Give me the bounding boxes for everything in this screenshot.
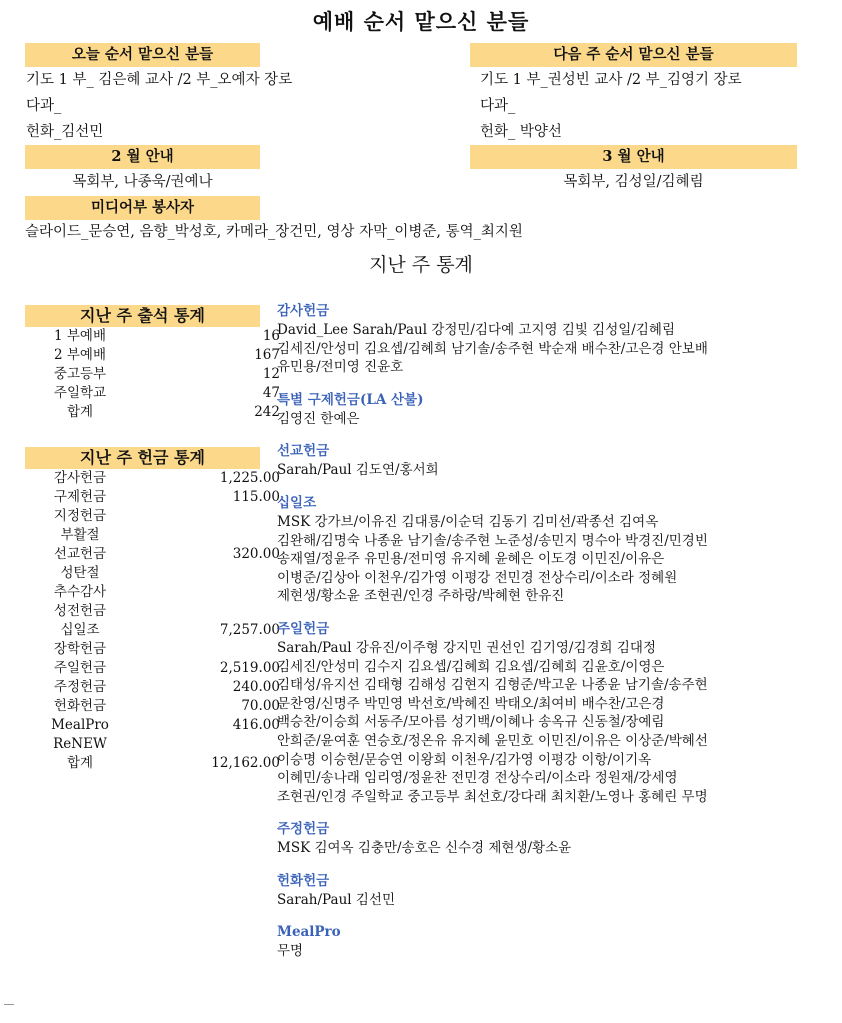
- offering-row: [20, 716, 280, 735]
- attendance-row: [20, 403, 280, 422]
- offering-value: [140, 640, 280, 659]
- offering-label: ReNEW: [53, 736, 107, 752]
- feb-notice-header: 2 월 안내: [25, 145, 260, 169]
- offering-label: 부활절: [60, 527, 100, 543]
- offering-label: 십일조: [60, 622, 100, 638]
- offering-row: [20, 583, 280, 602]
- attendance-label: 2 부예배: [53, 347, 106, 363]
- donor-section: [277, 872, 837, 910]
- donor-names-line: MSK 김여옥 김충만/송호은 신수경 제현생/황소윤: [277, 840, 572, 857]
- donor-names-line: Sarah/Paul 김선민: [277, 891, 395, 908]
- donor-names-line: 제현생/황소윤 조현권/인경 주하랑/박혜현 한유진: [277, 588, 565, 605]
- attendance-value: 242: [254, 404, 280, 420]
- feb-notice-text: 목회부, 나종욱/권예나: [72, 174, 213, 190]
- donor-names-line: MSK 강가브/이유진 김대룡/이순덕 김동기 김미선/곽종선 김여옥: [277, 513, 659, 530]
- offering-row: [20, 469, 280, 488]
- attendance-label: 주일학교: [53, 385, 107, 401]
- offering-row: [20, 659, 280, 678]
- offering-value: 240.00: [232, 679, 280, 695]
- offering-row: [20, 545, 280, 564]
- donor-names-line: 무명: [277, 943, 304, 960]
- offering-label: 헌화헌금: [53, 698, 107, 714]
- offering-label: 감사헌금: [53, 470, 107, 486]
- media-volunteers-text: 슬라이드_문승연, 음향_박성호, 카메라_장건민, 영상 자막_이병준, 통역_최지원: [25, 224, 523, 240]
- next-week-line-refreshments: 다과_: [480, 98, 516, 114]
- donor-names-line: 이혜민/송나래 임리영/정윤찬 전민경 전상수리/이소라 정원재/강세영: [277, 770, 678, 787]
- offering-value: 12,162.00: [211, 755, 280, 771]
- today-line-prayer: 기도 1 부_ 김은혜 교사 /2 부_오예자 장로: [26, 72, 293, 88]
- donor-names-line: 조현권/인경 주일학교 중고등부 최선호/강다래 최치환/노영나 홍혜린 무명: [277, 788, 708, 805]
- attendance-label: 합계: [66, 404, 94, 420]
- donor-names-line: David_Lee Sarah/Paul 강정민/김다예 고지영 김빛 김성일/김혜림: [277, 322, 675, 338]
- today-line-refreshments: 다과_: [26, 98, 62, 114]
- offering-value: 1,225.00: [219, 470, 280, 486]
- offering-row: [20, 754, 280, 773]
- attendance-row: [20, 327, 280, 346]
- donor-section-title: 헌화헌금: [277, 872, 330, 889]
- donor-section-title: MealPro: [277, 924, 341, 941]
- offering-stats-header: 지난 주 헌금 통계: [25, 447, 260, 469]
- offering-row: [20, 564, 280, 583]
- attendance-label: 1 부예배: [53, 328, 106, 344]
- donor-section-title: 주정헌금: [277, 821, 330, 838]
- page-title: 예배 순서 맡으신 분들: [312, 9, 530, 34]
- donor-section-title: 주일헌금: [277, 620, 330, 637]
- offering-row: [20, 640, 280, 659]
- offering-value: 416.00: [232, 717, 280, 733]
- media-volunteers-header: 미디어부 봉사자: [25, 196, 260, 220]
- offering-value: [140, 526, 280, 545]
- offering-value: [140, 564, 280, 583]
- offering-row: [20, 697, 280, 716]
- offering-value: 2,519.00: [219, 660, 280, 676]
- donor-names-line: 송재열/정윤주 유민용/전미영 유지혜 윤혜은 이도경 이민진/이유은: [277, 551, 665, 568]
- attendance-row: [20, 384, 280, 403]
- next-week-line-flowers: 헌화_ 박양선: [480, 124, 562, 140]
- offering-value: 70.00: [241, 698, 280, 714]
- attendance-value: 12: [262, 366, 280, 382]
- next-week-line-prayer: 기도 1 부_권성빈 교사 /2 부_김영기 장로: [480, 72, 742, 88]
- offering-stats-table: [20, 469, 280, 773]
- donor-section: [277, 391, 837, 429]
- donor-section: [277, 302, 837, 377]
- donor-names-line: 안희준/윤여훈 연승호/정온유 유지혜 윤민호 이민진/이유은 이상준/박혜선: [277, 732, 708, 749]
- donor-names-line: 김세진/안성미 김수지 김요셉/김혜희 김요셉/김혜희 김윤호/이영은: [277, 658, 665, 675]
- donor-section-title: 십일조: [277, 494, 317, 511]
- attendance-value: 16: [262, 328, 280, 344]
- offering-value: [140, 735, 280, 754]
- offering-label: 합계: [66, 755, 94, 771]
- today-line-flowers: 헌화_김선민: [26, 124, 104, 140]
- offering-value: [140, 507, 280, 526]
- offering-row: [20, 735, 280, 754]
- offering-value: 320.00: [232, 546, 280, 562]
- offering-label: 지정헌금: [53, 508, 107, 524]
- offering-label: 구제헌금: [53, 489, 107, 505]
- donor-names-line: Sarah/Paul 김도연/홍서희: [277, 462, 439, 479]
- attendance-label: 중고등부: [53, 366, 107, 382]
- today-servers-header: 오늘 순서 맡으신 분들: [25, 43, 260, 67]
- mar-notice-header: 3 월 안내: [470, 145, 797, 169]
- next-week-servers-header: 다음 주 순서 맡으신 분들: [470, 43, 797, 67]
- donor-names-line: 문찬영/신명주 박민영 박선호/박혜진 박태오/최여비 배수찬/고은경: [277, 695, 665, 712]
- donor-names-line: 이병준/김상아 이천우/김가영 이평강 전민경 전상수리/이소라 정혜원: [277, 569, 678, 586]
- offering-label: 성탄절: [60, 565, 100, 581]
- offering-row: [20, 602, 280, 621]
- offering-label: 선교헌금: [53, 546, 107, 562]
- donor-section: [277, 620, 837, 806]
- last-week-stats-title: 지난 주 통계: [369, 254, 473, 276]
- donor-names-line: 김세진/안성미 김요셉/김혜희 남기솔/송주현 박순재 배수찬/고은경 안보배: [277, 340, 708, 357]
- attendance-stats-table: [20, 327, 280, 422]
- offering-label: 장학헌금: [53, 641, 107, 657]
- attendance-value: 47: [262, 385, 280, 401]
- offering-row: [20, 526, 280, 545]
- donor-section: [277, 494, 837, 606]
- offering-row: [20, 678, 280, 697]
- attendance-value: 167: [254, 347, 280, 363]
- attendance-row: [20, 365, 280, 384]
- donor-section: [277, 923, 837, 961]
- donor-lists: [277, 302, 837, 975]
- offering-label: 주일헌금: [53, 660, 107, 676]
- donor-section-title: 감사헌금: [277, 303, 330, 319]
- donor-names-line: Sarah/Paul 강유진/이주형 강지민 권선인 김기영/김경희 김대정: [277, 639, 656, 656]
- offering-label: 추수감사: [53, 584, 107, 600]
- donor-names-line: 이승명 이승현/문승연 이왕희 이천우/김가영 이평강 이항/이기옥: [277, 751, 652, 768]
- offering-label: 주정헌금: [53, 679, 107, 695]
- offering-row: [20, 621, 280, 640]
- offering-row: [20, 488, 280, 507]
- donor-names-line: 백승찬/이승희 서동주/모아름 성기백/이혜나 송옥규 신동철/장예림: [277, 714, 665, 731]
- offering-label: MealPro: [51, 717, 109, 733]
- attendance-stats-header: 지난 주 출석 통계: [25, 305, 260, 327]
- page-footer-mark: [4, 1004, 14, 1005]
- donor-section-title: 선교헌금: [277, 443, 330, 460]
- attendance-row: [20, 346, 280, 365]
- donor-section: [277, 442, 837, 480]
- offering-label: 성전헌금: [53, 603, 107, 619]
- donor-section: [277, 820, 837, 858]
- donor-names-line: 유민용/전미영 진윤호: [277, 359, 404, 376]
- offering-value: [140, 602, 280, 621]
- mar-notice-text: 목회부, 김성일/김혜림: [563, 174, 704, 190]
- donor-section-title: 특별 구제헌금(LA 산불): [277, 391, 424, 408]
- offering-value: 7,257.00: [219, 622, 280, 638]
- offering-value: [140, 583, 280, 602]
- donor-names-line: 김영진 한예은: [277, 410, 360, 427]
- donor-names-line: 김완해/김명숙 나종윤 남기솔/송주현 노준성/송민지 명수아 박경진/민경빈: [277, 532, 708, 549]
- offering-value: 115.00: [232, 489, 280, 505]
- donor-names-line: 김태성/유지선 김태형 김해성 김현지 김형준/박고운 나종윤 남기솔/송주현: [277, 677, 708, 694]
- offering-row: [20, 507, 280, 526]
